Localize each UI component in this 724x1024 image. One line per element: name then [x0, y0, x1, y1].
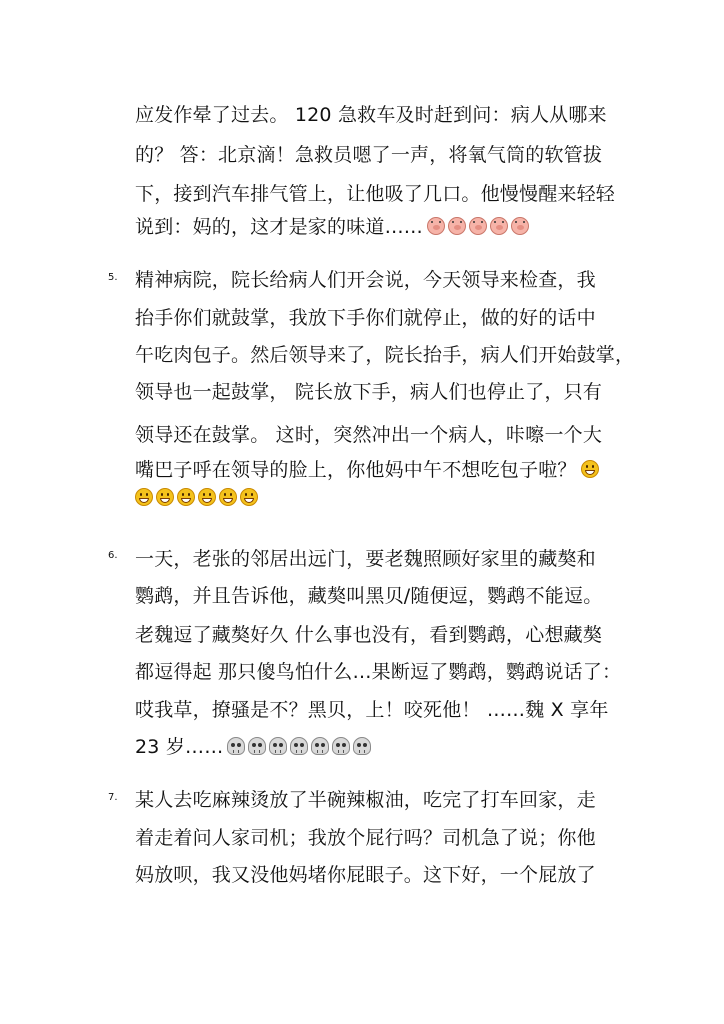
- list-number: 5.: [108, 272, 118, 283]
- grinning-face-icon: [135, 488, 153, 506]
- text-line: 老魏逗了藏獒好久 什么事也没有，看到鹦鹉，心想藏獒: [135, 624, 603, 646]
- text-line: 着走着问人家司机；我放个屁行吗？司机急了说；你他: [135, 827, 596, 849]
- text-line: 哎我草，撩骚是不？黑贝，上！咬死他！ ……魏 X 享年: [135, 699, 609, 721]
- text-line-with-emoji: [135, 458, 599, 482]
- text-segment: 23 岁……: [135, 736, 224, 758]
- emoji-group: [581, 460, 599, 478]
- skull-icon: [269, 737, 287, 755]
- skull-icon: [332, 737, 350, 755]
- emoji-group: [227, 737, 371, 755]
- text-line: 都逗得起 那只傻鸟怕什么…果断逗了鹦鹉，鹦鹉说话了：: [135, 661, 622, 683]
- skull-icon: [248, 737, 266, 755]
- text-line: 应发作晕了过去。 120 急救车及时赶到问：病人从哪来: [135, 104, 607, 126]
- text-line: 精神病院，院长给病人们开会说，今天领导来检查，我: [135, 269, 596, 291]
- text-line-with-emoji: [135, 215, 529, 239]
- skull-icon: [227, 737, 245, 755]
- text-segment: 嘴巴子呼在领导的脸上，你他妈中午不想吃包子啦？: [135, 459, 577, 481]
- skull-icon: [353, 737, 371, 755]
- skull-icon: [290, 737, 308, 755]
- text-line: 某人去吃麻辣烫放了半碗辣椒油，吃完了打车回家，走: [135, 789, 596, 811]
- emoji-group: [427, 217, 529, 235]
- text-line: 一天，老张的邻居出远门，要老魏照顾好家里的藏獒和: [135, 548, 596, 570]
- emoji-line: [135, 486, 258, 510]
- text-line: 抬手你们就鼓掌，我放下手你们就停止，做的好的话中: [135, 307, 596, 329]
- text-line: 妈放呗，我又没他妈堵你屁眼子。这下好，一个屁放了: [135, 864, 596, 886]
- text-line: 领导也一起鼓掌， 院长放下手，病人们也停止了，只有: [135, 381, 603, 403]
- grinning-face-icon: [177, 488, 195, 506]
- text-line: 领导还在鼓掌。 这时，突然冲出一个病人，咔嚓一个大: [135, 424, 603, 446]
- grinning-face-icon: [240, 488, 258, 506]
- pig-face-icon: [427, 217, 445, 235]
- pig-face-icon: [469, 217, 487, 235]
- text-segment: 说到：妈的，这才是家的味道……: [135, 216, 424, 238]
- text-line: 鹦鹉，并且告诉他，藏獒叫黑贝/随便逗，鹦鹉不能逗。: [135, 585, 603, 607]
- emoji-group: [135, 488, 258, 506]
- grinning-face-icon: [581, 460, 599, 478]
- grinning-face-icon: [219, 488, 237, 506]
- skull-icon: [311, 737, 329, 755]
- list-number: 6.: [108, 550, 118, 561]
- list-number: 7.: [108, 792, 118, 803]
- text-line: 的？ 答：北京滴！急救员嗯了一声，将氧气筒的软管拔: [135, 144, 603, 166]
- pig-face-icon: [511, 217, 529, 235]
- text-line: 下，接到汽车排气管上，让他吸了几口。他慢慢醒来轻轻: [135, 183, 616, 205]
- pig-face-icon: [448, 217, 466, 235]
- grinning-face-icon: [156, 488, 174, 506]
- text-line: 午吃肉包子。然后领导来了，院长抬手，病人们开始鼓掌，: [135, 344, 635, 366]
- text-line-with-emoji: [135, 735, 371, 759]
- grinning-face-icon: [198, 488, 216, 506]
- pig-face-icon: [490, 217, 508, 235]
